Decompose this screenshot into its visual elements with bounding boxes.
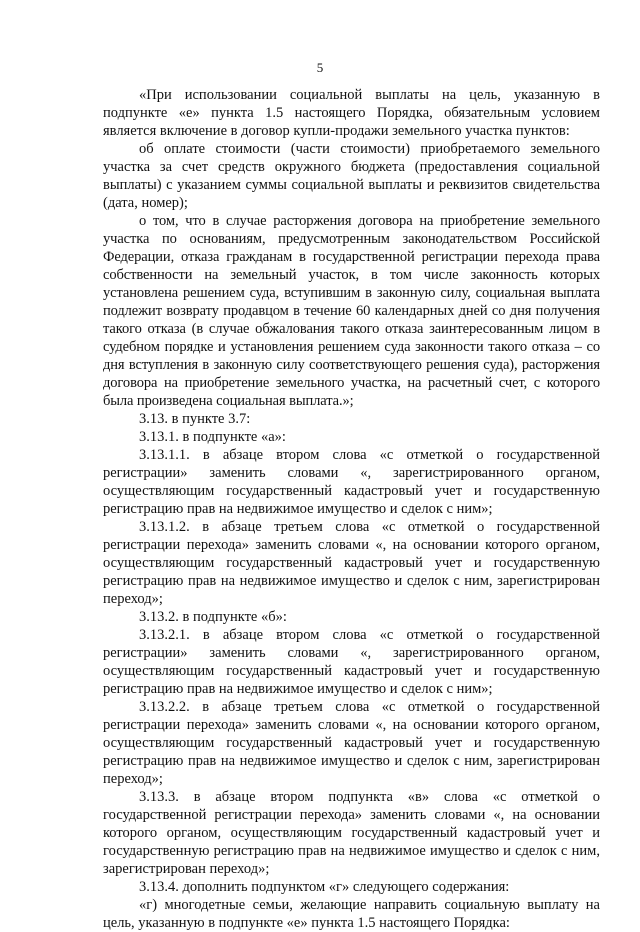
document-body (103, 86, 600, 932)
paragraph-7: 3.13.1.2. в абзаце третьем слова «с отметкой о государственной регистрации перехода» заменить словами «, на основании которого органом, осуществляющим государственный кадастровый учет и государственную регистрацию прав на недвижимое имущество и сделок с ним, зарегистрирован переход»; (103, 519, 600, 607)
paragraph-13: «г) многодетные семьи, желающие направить социальную выплату на цель, указанную в подпункте «е» пункта 1.5 настоящего Порядка: (103, 897, 600, 931)
paragraph-5: 3.13.1. в подпункте «а»: (139, 429, 286, 445)
paragraph-9: 3.13.2.1. в абзаце втором слова «с отметкой о государственной регистрации» заменить словами «, зарегистрированного органом, осуществляющим государственный кадастровый учет и государственную регистрацию прав на недвижимое имущество и сделок с ним»; (103, 627, 600, 697)
page-number: 5 (316, 60, 324, 75)
paragraph-6: 3.13.1.1. в абзаце втором слова «с отметкой о государственной регистрации» заменить словами «, зарегистрированного органом, осуществляющим государственный кадастровый учет и государственную регистрацию прав на недвижимое имущество и сделок с ним»; (103, 447, 600, 517)
paragraph-3: о том, что в случае расторжения договора на приобретение земельного участка по основаниям, предусмотренным законодательством Российской Федерации, отказа гражданам в государственной регистрации перехода права собственности на земельный участок, в том числе законность которых установлена решением суда, вступившим в законную силу, социальная выплата подлежит возврату продавцом в течение 60 календарных дней со дня получения такого отказа (в случае обжалования такого отказа заинтересованным лицом в судебном порядке и установления решением суда законности такого отказа – со дня вступления в законную силу соответствующего решения суда), расторжения договора на приобретение земельного участка, на расчетный счет, с которого была произведена социальная выплата.»; (103, 213, 600, 409)
paragraph-11: 3.13.3. в абзаце втором подпункта «в» слова «с отметкой о государственной регистрации перехода» заменить словами «, на основании которого органом, осуществляющим государственный кадастровый учет и государственную регистрацию прав на недвижимое имущество и сделок с ним, зарегистрирован переход»; (103, 789, 600, 877)
paragraph-10: 3.13.2.2. в абзаце третьем слова «с отметкой о государственной регистрации перехода» заменить словами «, на основании которого органом, осуществляющим государственный кадастровый учет и государственную регистрацию прав на недвижимое имущество и сделок с ним, зарегистрирован переход»; (103, 699, 600, 787)
paragraph-12: 3.13.4. дополнить подпунктом «г» следующего содержания: (139, 879, 510, 895)
paragraph-4: 3.13. в пункте 3.7: (139, 411, 251, 427)
paragraph-2: об оплате стоимости (части стоимости) приобретаемого земельного участка за счет средств окружного бюджета (предоставления социальной выплаты) с указанием суммы социальной выплаты и реквизитов свидетельства (дата, номер); (103, 141, 600, 211)
paragraph-8: 3.13.2. в подпункте «б»: (139, 609, 287, 625)
paragraph-1: «При использовании социальной выплаты на цель, указанную в подпункте «е» пункта 1.5 настоящего Порядка, обязательным условием является включение в договор купли-продажи земельного участка пунктов: (103, 87, 600, 139)
